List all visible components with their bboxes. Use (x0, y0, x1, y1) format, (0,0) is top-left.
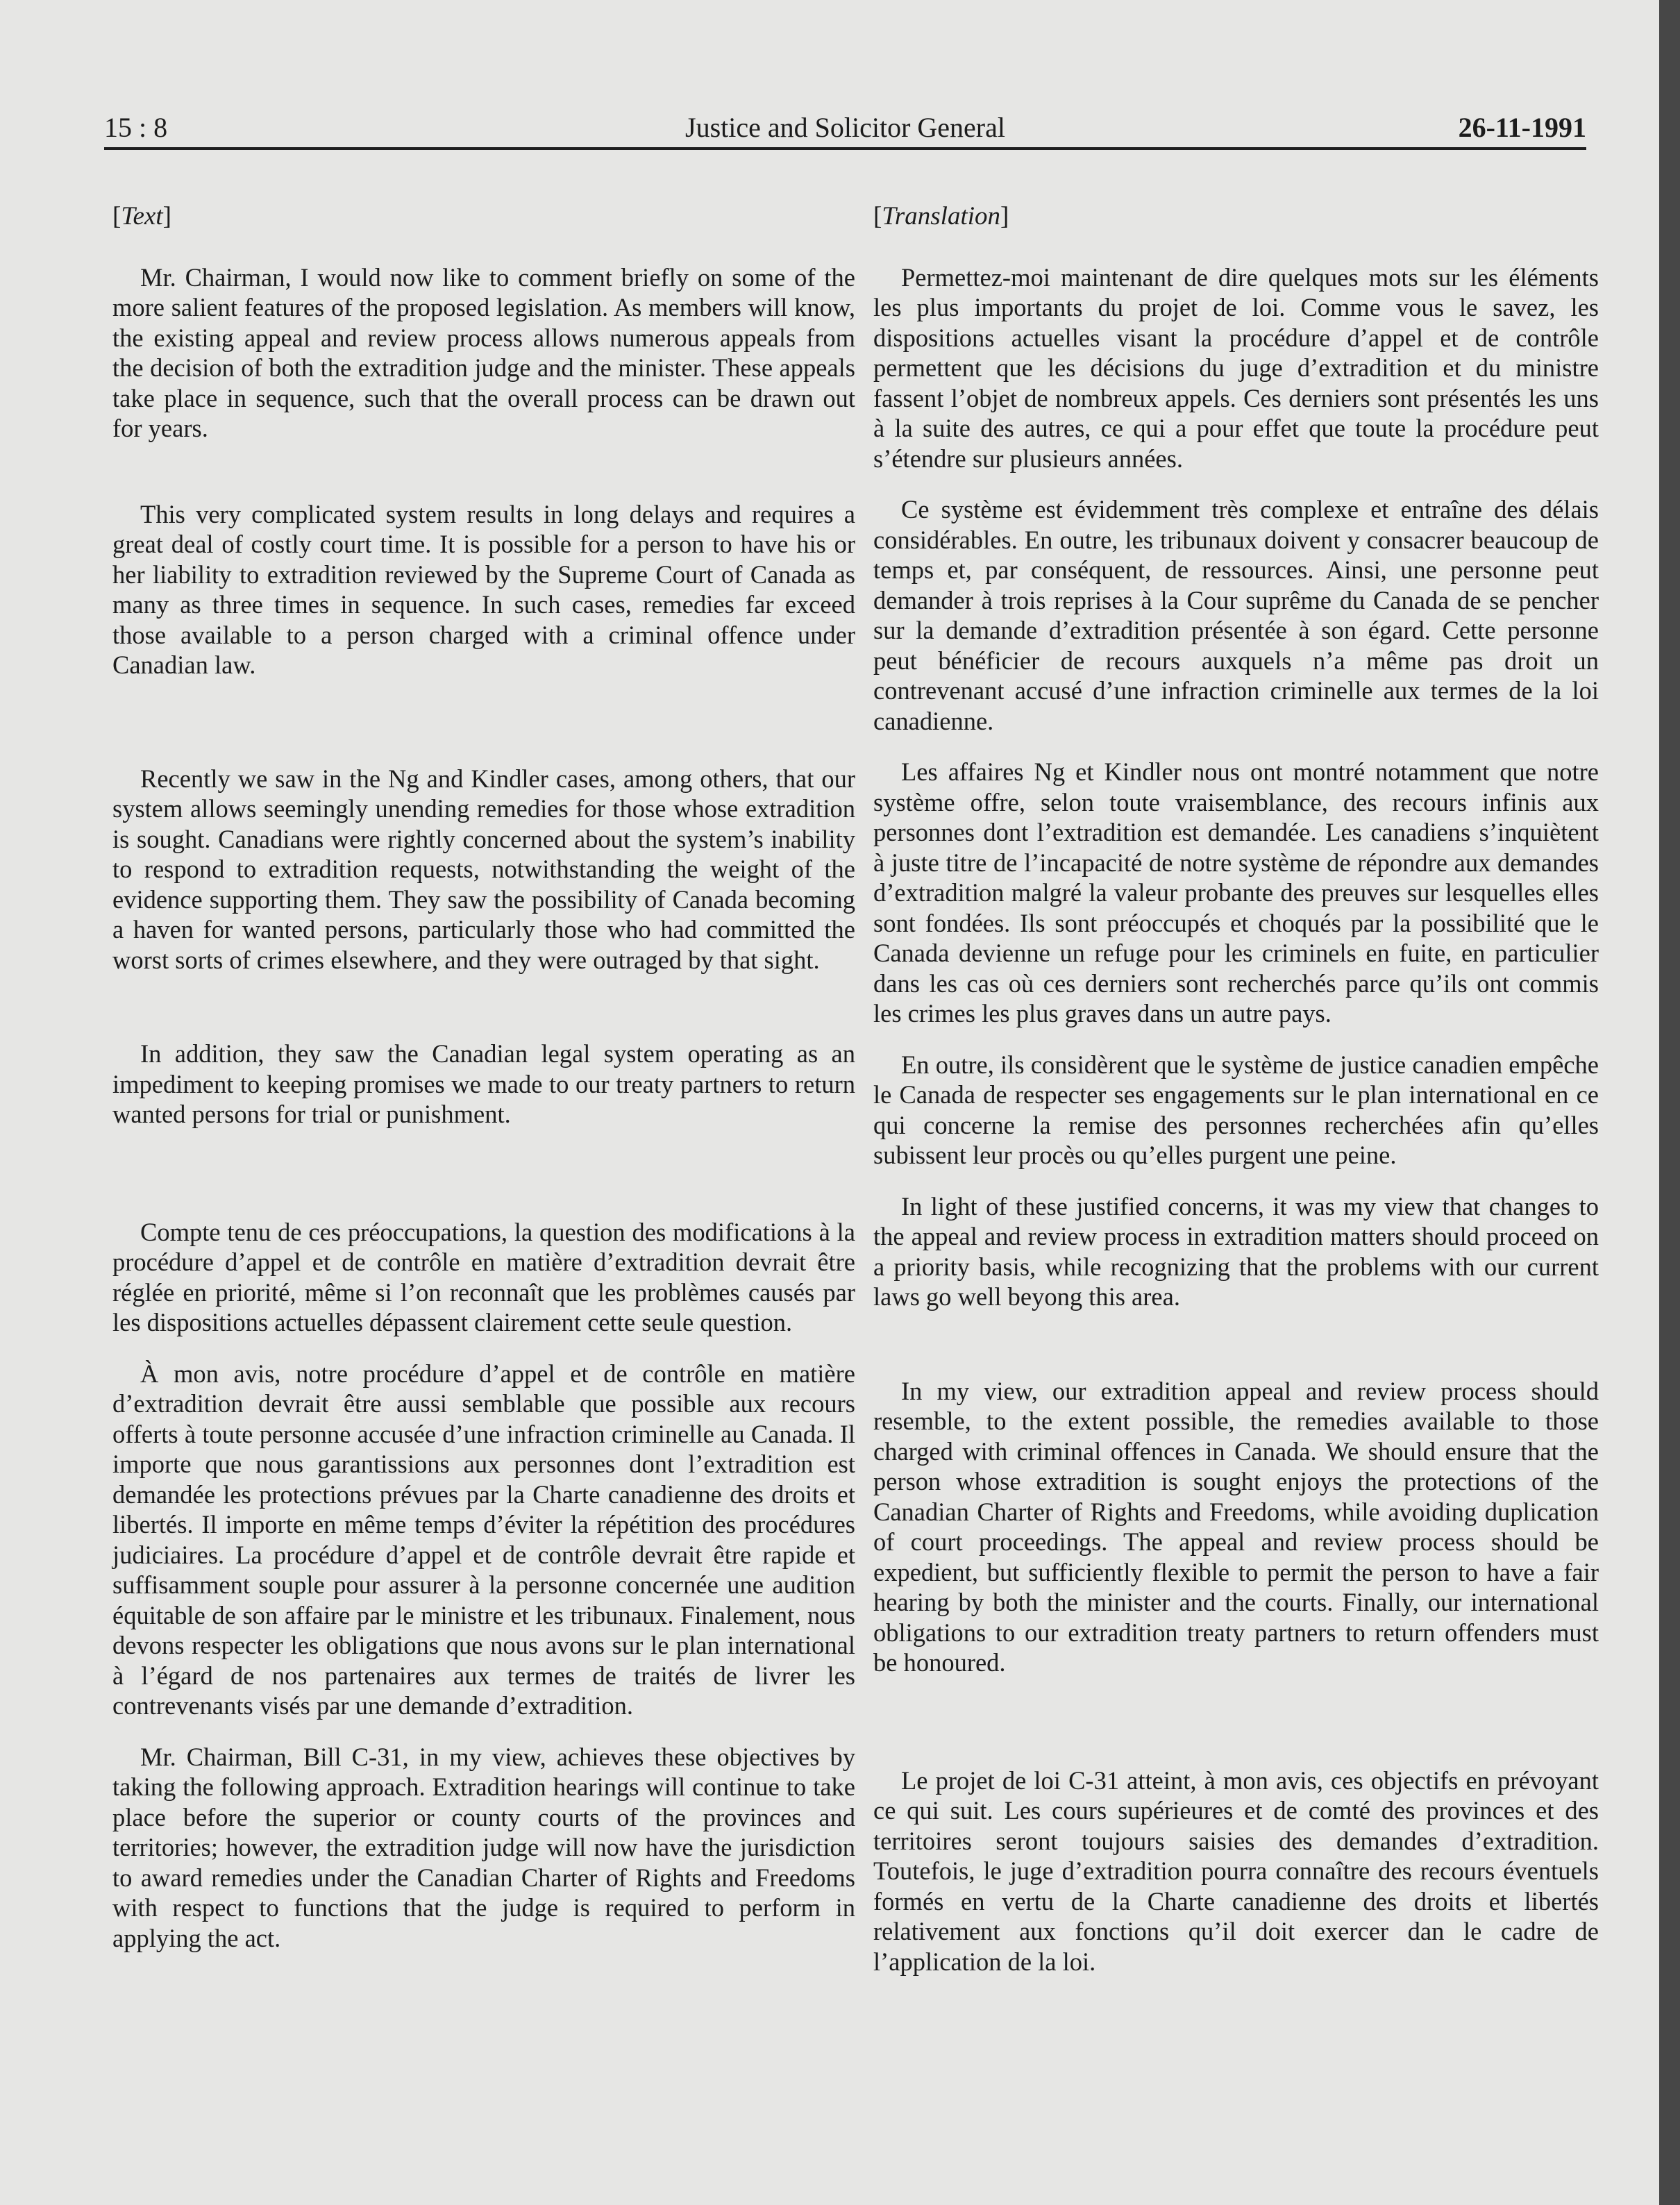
left-paragraph-2: This very complicated system results in long delays and requires a great deal of costly court time. It is possible for a person to have his or her liability to extradition reviewed by the Supreme Court of Canada as many as three times in sequence. In such cases, remedies far exceed those available to a person charged with a criminal offence under Canadian law. (112, 499, 855, 679)
left-paragraph-4: In addition, they saw the Canadian legal system operating as an impediment to keeping promises we made to our treaty partners to return wanted persons for trial or punishment. (112, 1039, 855, 1128)
page-edge (1659, 0, 1680, 2205)
right-column (873, 201, 1599, 1977)
right-paragraph-5: In light of these justified concerns, it was my view that changes to the appeal and review process in extradition matters should proceed on a priority basis, while recognizing that the problems with our current laws go well beyong this area. (873, 1191, 1599, 1311)
right-paragraph-1: Permettez-moi maintenant de dire quelques mots sur les éléments les plus importants du projet de loi. Comme vous le savez, les dispositions actuelles visant la procédure d’appel et de contrôle permettent que les décisions du juge d’extradition et du ministre fassent l’objet de nombreux appels. Ces derniers sont présentés les uns à la suite des autres, ce qui a pour effet que toute la procédure peut s’étendre sur plusieurs années. (873, 262, 1599, 473)
page-header (104, 111, 1586, 153)
running-title: Justice and Solicitor General (685, 112, 1005, 143)
text-label: [Text] (112, 202, 171, 230)
left-column (112, 201, 855, 1953)
left-paragraph-3: Recently we saw in the Ng and Kindler cases, among others, that our system allows seemingly unending remedies for those whose extradition is sought. Canadians were rightly concerned about the system’s inability to respond to extradition requests, notwithstanding the weight of the evidence supporting them. They saw the possibility of Canada becoming a haven for wanted persons, particularly those who had committed the worst sorts of crimes elsewhere, and they were outraged by that sight. (112, 764, 855, 974)
left-paragraph-5: Compte tenu de ces préoccupations, la question des modifications à la procédure d’appel et de contrôle en matière d’extradition devrait être réglée en priorité, même si l’on reconnaît que les problèmes causés par les dispositions actuelles dépassent clairement cette seule question. (112, 1217, 855, 1336)
right-paragraph-3: Les affaires Ng et Kindler nous ont montré notamment que notre système offre, selon toute vraisemblance, des recours infinis aux personnes dont l’extradition est demandée. Les canadiens s’inquiètent à juste titre de l’incapacité de notre système de répondre aux demandes d’extradition malgré la valeur probante des preuves sur lesquelles elles sont fondées. Ils sont préoccupés et choqués par la possibilité que le Canada devienne un refuge pour les criminels en fuite, en particulier dans les cas où ces derniers sont recherchés parce qu’ils ont commis les crimes les plus graves dans un autre pays. (873, 757, 1599, 1028)
left-paragraph-7: Mr. Chairman, Bill C-31, in my view, achieves these objectives by taking the following approach. Extradition hearings will continue to take place before the superior or county courts of the provinces and territories; however, the extradition judge will now have the jurisdiction to award remedies under the Canadian Charter of Rights and Freedoms with respect to functions that the judge is required to perform in applying the act. (112, 1742, 855, 1952)
left-paragraph-6: À mon avis, notre procédure d’appel et de contrôle en matière d’extradition devrait être aussi semblable que possible aux recours offerts à toute personne accusée d’une infraction criminelle au Canada. Il importe que nous garantissions aux personnes dont l’extradition est demandée les protections prévues par la Charte canadienne des droits et libertés. Il importe en même temps d’éviter la répétition des procédures judiciaires. La procédure d’appel et de contrôle devrait être rapide et suffisamment souple pour assurer à la personne concernée une audition équitable de son affaire par le ministre et les tribunaux. Finalement, nous devons respecter les obligations que nous avons sur le plan international à l’égard de nos partenaires aux termes de traités de livrer les contrevenants visés par une demande d’extradition. (112, 1359, 855, 1720)
translation-label: [Translation] (873, 202, 1009, 230)
right-paragraph-2: Ce système est évidemment très complexe et entraîne des délais considérables. En outre, les tribunaux doivent y consacrer beaucoup de temps et, par conséquent, de ressources. Ainsi, une personne peut demander à trois reprises à la Cour suprême du Canada de se pencher sur la demande d’extradition présentée à son égard. Cette personne peut bénéficier de recours auxquels n’a même pas droit un contrevenant accusé d’une infraction criminelle aux termes de la loi canadienne. (873, 495, 1599, 735)
right-paragraph-6: In my view, our extradition appeal and review process should resemble, to the extent possible, the remedies available to those charged with criminal offences in Canada. We should ensure that the person whose extradition is sought enjoys the protections of the Canadian Charter of Rights and Freedoms, while avoiding duplication of court proceedings. The appeal and review process should be expedient, but sufficiently flexible to permit the person to have a fair hearing by both the minister and the courts. Finally, our international obligations to our extradition treaty partners to return offenders must be honoured. (873, 1376, 1599, 1677)
header-date: 26-11-1991 (1458, 112, 1586, 143)
header-rule (104, 147, 1586, 150)
right-paragraph-7: Le projet de loi C-31 atteint, à mon avis, ces objectifs en prévoyant ce qui suit. Les cours supérieures et de comté des provinces et des territoires seront toujours saisies des demandes d’extradition. Toutefois, le juge d’extradition pourra connaître des recours éventuels formés en vertu de la Charte canadienne des droits et libertés relativement aux fonctions qu’il doit exercer dan le cadre de l’application de la loi. (873, 1766, 1599, 1976)
right-paragraph-4: En outre, ils considèrent que le système de justice canadien empêche le Canada de respecter ses engagements sur le plan international en ce qui concerne la remise des personnes recherchées afin qu’elles subissent leur procès ou qu’elles purgent une peine. (873, 1050, 1599, 1169)
left-paragraph-1: Mr. Chairman, I would now like to comment briefly on some of the more salient features of the proposed legislation. As members will know, the existing appeal and review process allows numerous appeals from the decision of both the extradition judge and the minister. These appeals take place in sequence, such that the overall process can be drawn out for years. (112, 262, 855, 442)
page-number: 15 : 8 (104, 112, 168, 143)
